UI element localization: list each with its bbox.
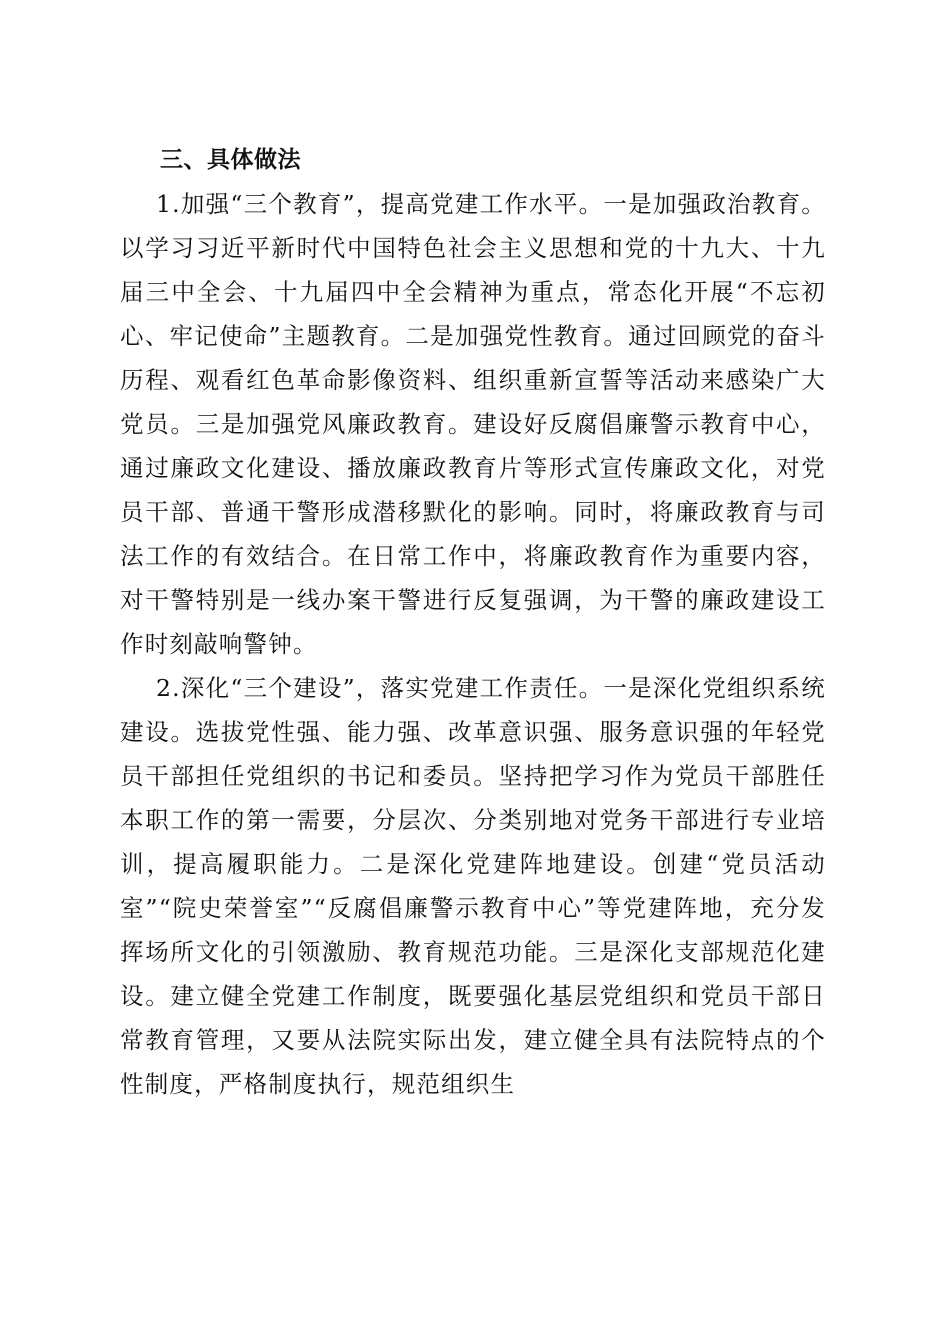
paragraph-2: 2.深化“三个建设”，落实党建工作责任。一是深化党组织系统建设。选拔党性强、能力强、改革意识强、服务意识强的年轻党员干部担任党组织的书记和委员。坚持把学习作为党员干部胜任本职工作的第一需要，分层次、分类别地对党务干部进行专业培训，提高履职能力。二是深化党建阵地建设。创建“党员活动室”“院史荣誉室”“反腐倡廉警示教育中心”等党建阵地，充分发挥场所文化的引领激励、教育规范功能。三是深化支部规范化建设。建立健全党建工作制度，既要强化基层党组织和党员干部日常教育管理，又要从法院实际出发，建立健全具有法院特点的个性制度，严格制度执行，规范组织生 — [120, 674, 826, 1098]
paragraph-1: 1.加强“三个教育”，提高党建工作水平。一是加强政治教育。以学习习近平新时代中国特色社会主义思想和党的十九大、十九届三中全会、十九届四中全会精神为重点，常态化开展“不忘初心、牢记使命”主题教育。二是加强党性教育。通过回顾党的奋斗历程、观看红色革命影像资料、组织重新宣誓等活动来感染广大党员。三是加强党风廉政教育。建设好反腐倡廉警示教育中心，通过廉政文化建设、播放廉政教育片等形式宣传廉政文化，对党员干部、普通干警形成潜移默化的影响。同时，将廉政教育与司法工作的有效结合。在日常工作中，将廉政教育作为重要内容，对干警特别是一线办案干警进行反复强调，为干警的廉政建设工作时刻敲响警钟。 — [120, 190, 826, 658]
document-body — [120, 138, 826, 1106]
section-heading: 三、具体做法 — [160, 147, 301, 173]
